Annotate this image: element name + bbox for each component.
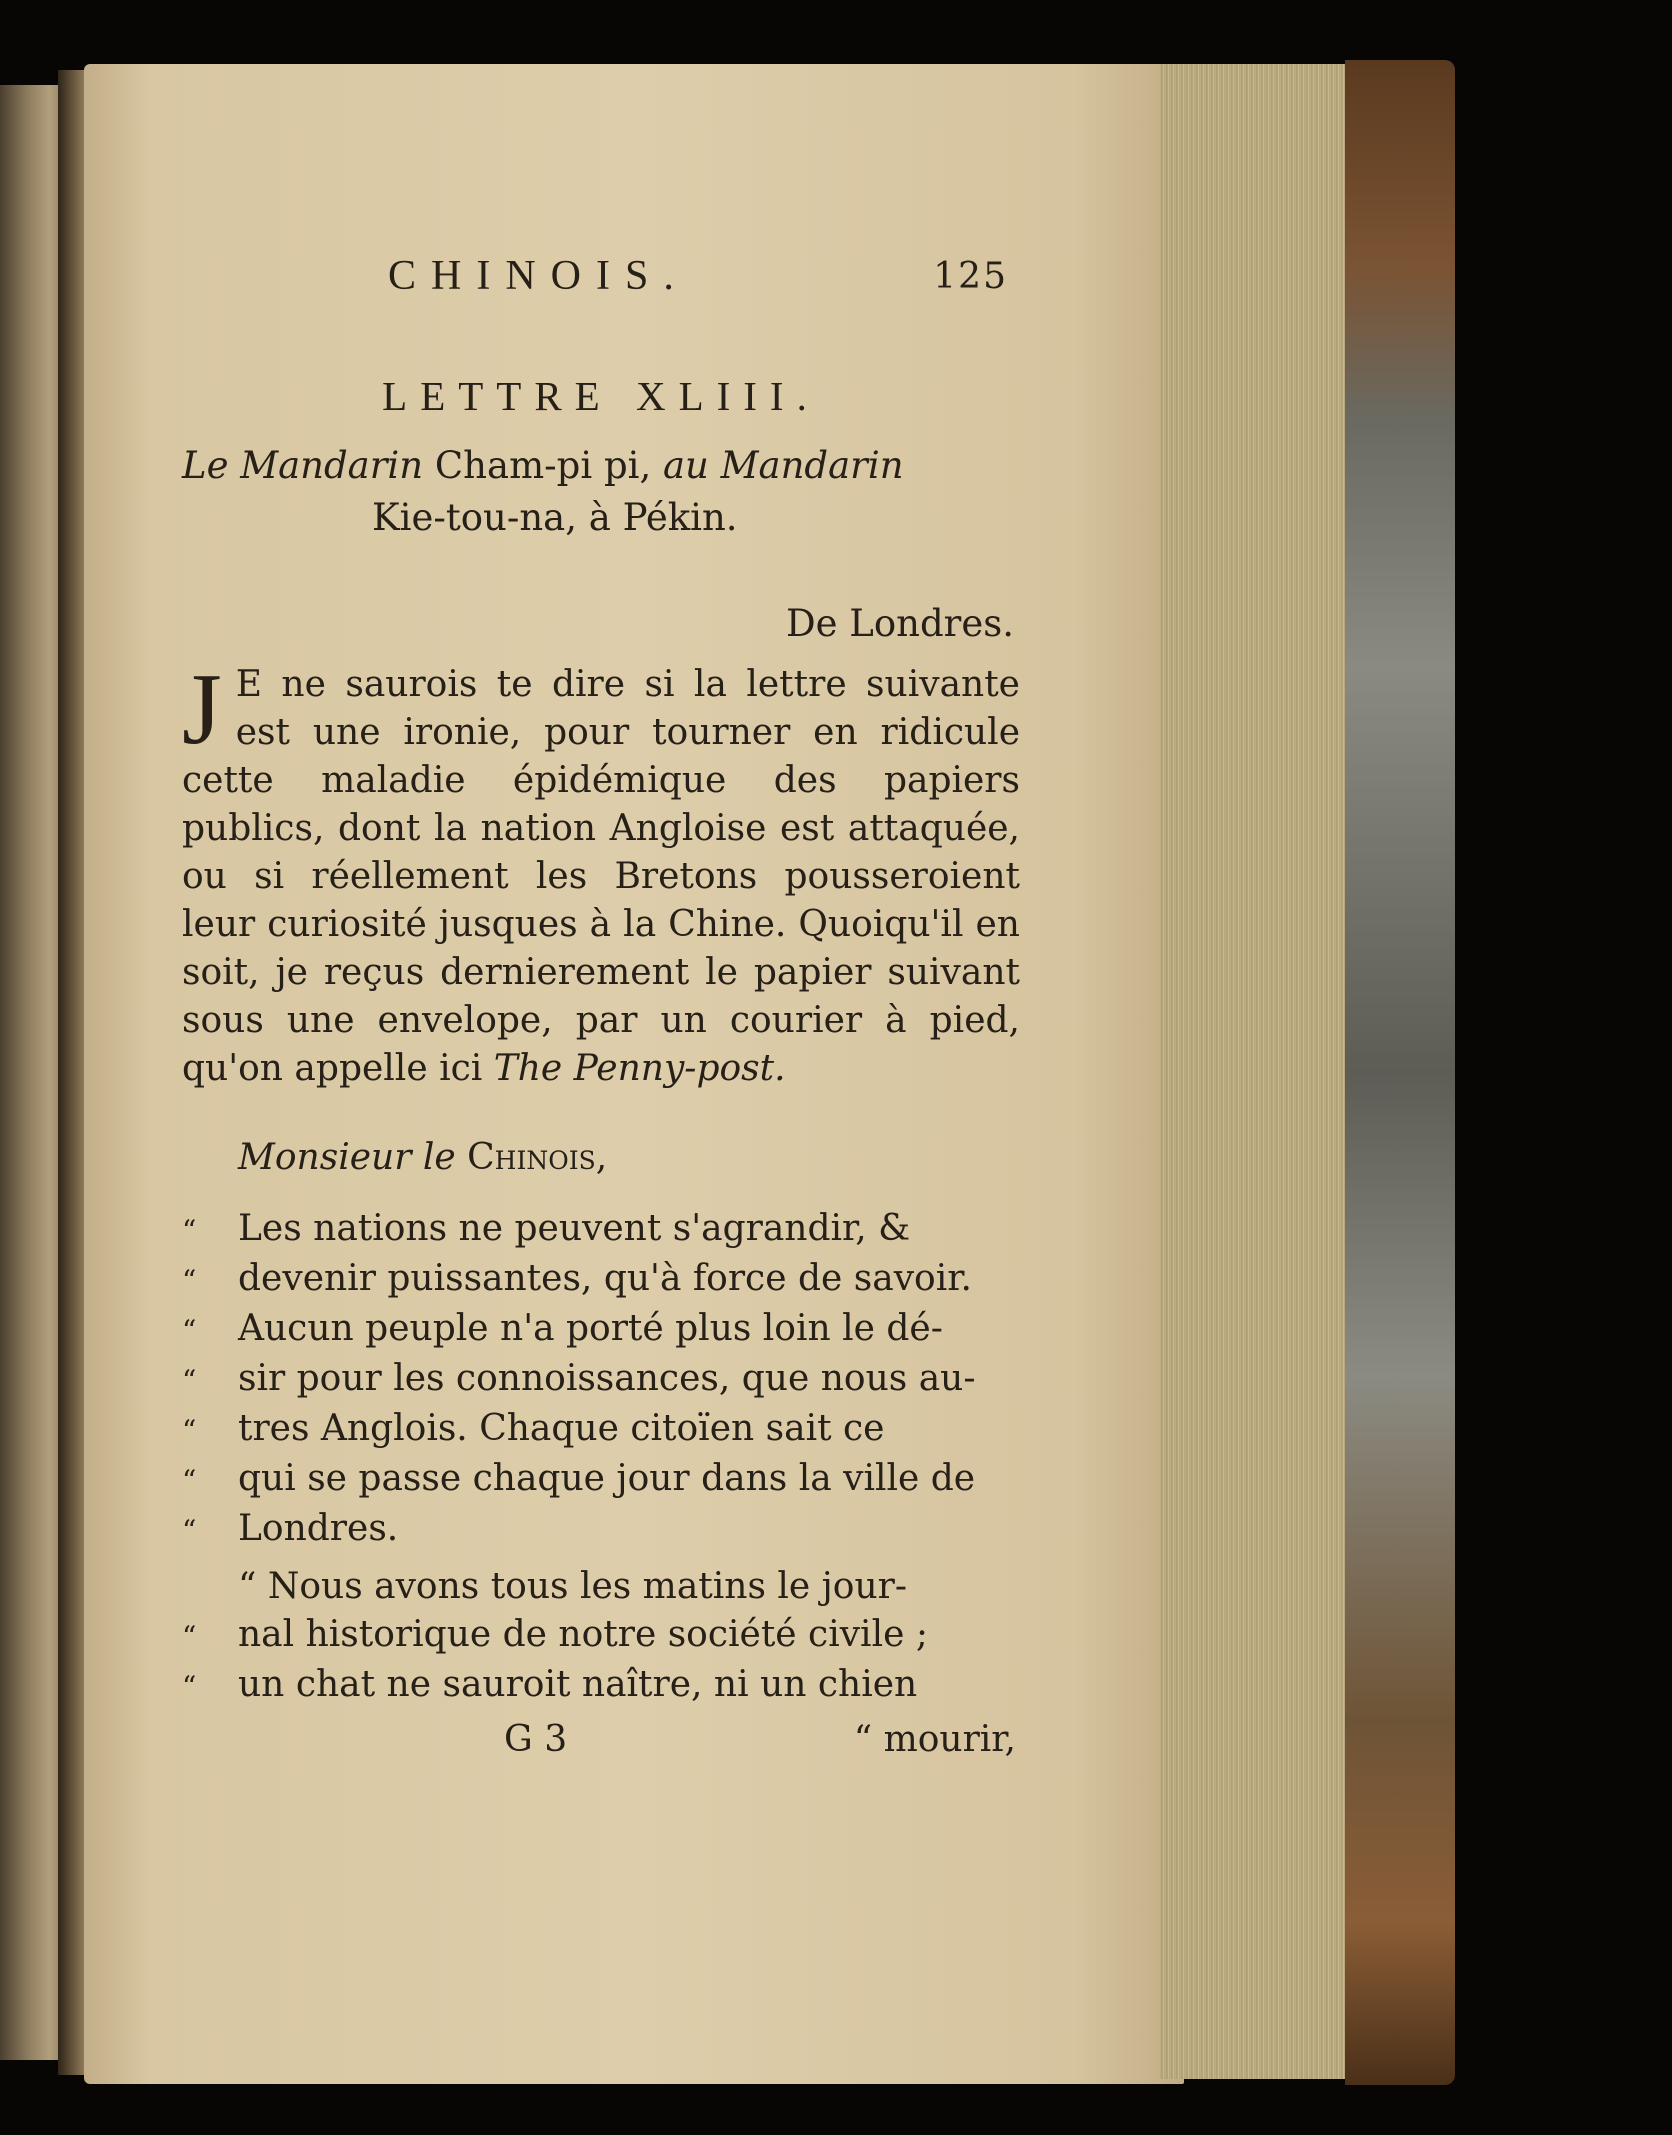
quote-mark: “	[182, 1364, 197, 1397]
quote-text: nal historique de notre société civile ;	[238, 1614, 928, 1655]
quote-text: “ Nous avons tous les matins le jour-	[238, 1566, 908, 1607]
quote-line	[182, 1355, 1020, 1405]
quote-block-2	[182, 1563, 1020, 1711]
page-block-edges	[1160, 64, 1350, 2079]
address-prefix: Le Mandarin	[182, 444, 424, 487]
quote-mark	[182, 1563, 238, 1611]
quote-line	[182, 1611, 1020, 1661]
quote-line	[182, 1205, 1020, 1255]
address-recipient: Kie-tou-na, à Pékin.	[372, 496, 738, 539]
running-head-title: CHINOIS.	[388, 253, 689, 299]
quote-text: Londres.	[238, 1508, 399, 1549]
quote-block-1	[182, 1205, 1020, 1555]
book-cover	[1345, 60, 1455, 2085]
catchword: “ mourir,	[853, 1719, 1016, 1760]
quote-text: sir pour les connoissances, que nous au-	[238, 1358, 976, 1399]
quote-mark: “	[182, 1620, 197, 1653]
quote-mark: “	[182, 1314, 197, 1347]
quote-mark: “	[182, 1514, 197, 1547]
salutation-smallcaps: Chinois,	[467, 1137, 608, 1178]
paragraph-1-text: E ne saurois te dire si la lettre suivante est une ironie, pour tourner en ridicule cette maladie épidémique des papiers publics, dont la nation Angloise est attaquée, ou si réellement les Bretons pousseroient leur curiosité jusques à la Chine. Quoiqu'il en soit, je reçus dernierement le papier suivant sous une envelope, par un courier à pied, qu'on appelle ici	[182, 664, 1020, 1089]
quote-mark: “	[182, 1464, 197, 1497]
quote-line	[182, 1505, 1020, 1555]
page-text	[182, 240, 1020, 1765]
quote-mark: “	[182, 1214, 197, 1247]
quote-text: devenir puissantes, qu'à force de savoir.	[238, 1258, 972, 1299]
quote-mark: “	[182, 1264, 197, 1297]
quote-line	[182, 1455, 1020, 1505]
drop-cap: J	[182, 653, 222, 766]
quote-text: qui se passe chaque jour dans la ville de	[238, 1458, 976, 1499]
quote-text: Aucun peuple n'a porté plus loin le dé-	[238, 1308, 943, 1349]
page-footer	[182, 1715, 1020, 1765]
page-number: 125	[933, 256, 1008, 297]
quote-line	[182, 1255, 1020, 1305]
running-head	[182, 240, 1020, 310]
quote-line	[182, 1563, 1020, 1611]
quote-mark: “	[182, 1414, 197, 1447]
quote-line	[182, 1305, 1020, 1355]
quote-line	[182, 1661, 1020, 1711]
salutation	[182, 1133, 1020, 1183]
letter-address	[182, 440, 1020, 544]
quote-text: un chat ne sauroit naître, ni un chien	[238, 1664, 918, 1705]
quote-text: Les nations ne peuvent s'agrandir, &	[238, 1208, 911, 1249]
quote-text: tres Anglois. Chaque citoïen sait ce	[238, 1408, 885, 1449]
quote-line	[182, 1405, 1020, 1455]
letter-title: LETTRE XLIII.	[382, 373, 820, 419]
salutation-italic: Monsieur le	[238, 1137, 456, 1178]
address-mid: au Mandarin	[663, 444, 904, 487]
previous-page-edge	[0, 85, 62, 2060]
quote-mark: “	[182, 1670, 197, 1703]
address-sender: Cham-pi pi,	[434, 444, 652, 487]
paragraph-1	[182, 653, 1020, 1093]
paragraph-1-italic: The Penny-post.	[493, 1048, 786, 1089]
signature-mark: G 3	[504, 1719, 568, 1760]
letter-place: De Londres.	[785, 602, 1014, 645]
